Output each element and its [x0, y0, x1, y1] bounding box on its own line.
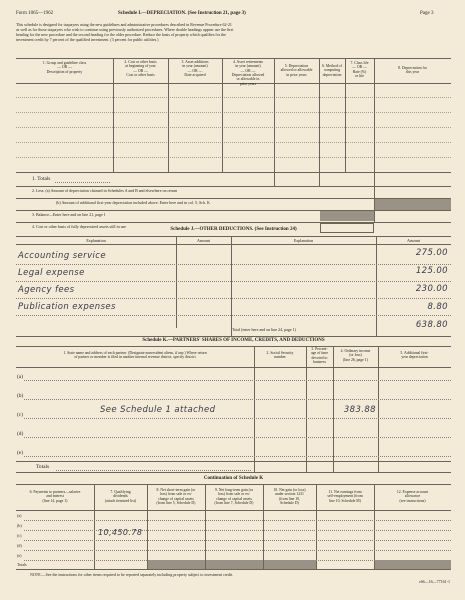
- col-header: 5. Additional first-: [400, 351, 429, 355]
- expense-explanation: Accounting service: [18, 251, 106, 261]
- page-number: Page 3: [420, 11, 434, 16]
- row-label: (c): [17, 412, 23, 418]
- row-label: (a): [17, 513, 22, 518]
- col-header: 8. Depreciation for: [398, 66, 427, 70]
- continuation-title: Continuation of Schedule K: [203, 476, 264, 481]
- col-header: 7. Qualifying: [110, 490, 131, 494]
- shaded-cell: [320, 211, 374, 221]
- col-header: Explanation: [293, 238, 314, 243]
- shaded-cell: [375, 199, 451, 210]
- totals-label: Totals: [36, 464, 50, 470]
- col-header: 8. Net short-term gain (or: [156, 488, 196, 492]
- line-4: 4. Cost or other basis of fully depreciated assets still in use: [32, 224, 126, 229]
- schedule-j-title: Schedule J.—OTHER DEDUCTIONS. (See Instruction 24): [170, 227, 297, 232]
- partner-note: See Schedule 1 attached: [100, 405, 216, 415]
- col-header: 11. Net earnings from: [328, 490, 362, 494]
- row-label: (e): [17, 450, 23, 456]
- footer-note: NOTE.—See the instructions for other items required to be reported separately including property subject to investment credit.: [30, 572, 234, 577]
- expense-explanation: Agency fees: [18, 285, 75, 295]
- row-label: (d): [17, 543, 22, 548]
- col-header: 2. Cost or other basis: [124, 60, 157, 64]
- line-3: 3. Balance—Enter here and on line 21, page 1: [32, 212, 106, 217]
- schedule-j-total-label: Total (enter here and on line 24, page 1): [232, 327, 297, 332]
- col-header: 6. Payments to partners—salaries: [29, 490, 81, 494]
- form-code: c66—16—77161-1: [418, 579, 450, 584]
- intro-line: heading for the new procedure and the second heading for the older procedure. Reduce the basis of property which qualifies for the: [16, 33, 226, 37]
- col-header: Explanation: [86, 238, 106, 243]
- col-header: 5. Depreciation: [284, 64, 309, 68]
- expense-amount: 125.00: [415, 266, 448, 276]
- shaded-cell: [375, 560, 451, 569]
- line-2b: (b) Amount of additional first-year depreciation included above. Enter here and in col. 5, Sch. K: [56, 201, 210, 205]
- schedule-k-title: Schedule K.—PARTNERS' SHARES OF INCOME, CREDITS, AND DEDUCTIONS: [142, 338, 325, 343]
- totals-label: Totals: [17, 562, 27, 567]
- row-label: (a): [17, 374, 23, 380]
- col-header: Amount: [406, 238, 421, 243]
- intro-line: investment credit by 7 percent of the qualified investment. (3 percent for public utilities.): [16, 38, 159, 42]
- row-label: (c): [17, 533, 22, 538]
- shaded-cell: [206, 560, 263, 569]
- line-2a: 2. Less: (a) Amount of depreciation claimed in Schedules A and B and elsewhere on return: [32, 189, 178, 193]
- expense-amount: 230.00: [415, 284, 448, 294]
- ordinary-income: 383.88: [343, 405, 376, 415]
- form-number: Form 1065—1962: [16, 11, 54, 16]
- intro-line: as well as for those taxpayers who wish to continue using previously authorized procedures. Where double headings appear use the first: [16, 28, 234, 32]
- col-header: 1. State name and address of each partner. (Designate nonresident aliens, if any.) Where return: [63, 351, 207, 355]
- shaded-cell: [264, 560, 316, 569]
- col-header: 7. Class life: [350, 61, 369, 65]
- col-header: 6. Method of: [322, 64, 342, 68]
- col-header: 2. Social Security: [266, 351, 294, 355]
- col-header: Amount: [196, 238, 211, 243]
- totals-label: 1. Totals: [32, 176, 51, 182]
- tax-form-page: Form 1065—1962 Schedule I.—DEPRECIATION. (See Instruction 21, page 3) Page 3 This schedule is designed for taxpayers using the new guidelines and administrative procedures described in Revenue Procedure 62-21 as well as for those taxpayers who wish to continue using previously authorized procedures. Where double headings appear use the first heading for the new procedure and the second heading for the older procedure. Reduce the basis of property which qualifies for the investment credit by 7 percent of the qualified investment. (3 percent for public utilities.) 1. Group and guideline class — OR — Description of property 2. Cost or other basis at beginning of year — OR — Cost or other basis 3. Asset additions in year (amount) — OR — Date acquired 4. Asset retirements in year (amount) — OR — Depreciation allowed or allowable in prior years 5. Depreciation allowed or allowable in prior years 6. Method of computing depreciation 7. Class life — OR — Rate (%) or life 8. Depreciation for this year 1. Totals 2. Less: (a) Amount of depreciation claimed in Schedules A and B and elsewhere on return (b) Amount of additional first-year depreciation included above. Enter here and in col. 5, Sch. K 3. Balance—Enter here and on line 21, page 1 4. Cost or other basis of fully depreciated assets still in use Schedule J.—OTHER DEDUCTIONS. (See Instruction 24) Explanation Amount Explanation Amount Accounting service 275.00 Legal expense 125.00 Agency fees 230.00 Publication expenses 8.80 Total (enter here and on line 24, page 1) 638.80 Schedule K.—PARTNERS' SHARES OF INCOME, CREDITS, AND DEDUCTIONS 1. State name and address of each partner. (Designate nonresident aliens, if any.) Where return of partner or member is filed in another internal revenue district, specify district 2. Social Security number 3. Percent- age of time devoted to business 4. Ordinary income (or loss) (line 26, page 1) 5. Additional first- year depreciation (a) (b) (c) (d) (e) See Schedule 1 attached 383.88 Totals Continuation of Schedule K 6. Payments to partners—salaries and interest (line 14, page 1) 7. Qualifying dividends (attach itemized list) 8. Net short-term gain (or loss) from sale or ex- change of capital assets (from line 5, Schedule D) 9. Net long-term gain (or loss) from sale or ex- change of capital assets (from line 7, Schedule D) 10. Net gain (or loss) under section 1231 (from line 10, Schedule D) 11. Net earnings from self-employment (from line 10, Schedule M) 12. Expense account allowance (see instructions) (a) (b) (c) (d) (e) Totals 10,450.78 NOTE.—See the instructions for other items required to be reported separately including property subject to investment credit. c66—16—77161-1: [16, 11, 450, 584]
- col-header: 4. Asset retirements: [232, 60, 264, 64]
- col-header: 12. Expense account: [396, 490, 429, 494]
- col-header: 3. Percent-: [311, 347, 328, 351]
- expense-explanation: Publication expenses: [18, 302, 116, 312]
- shaded-cell: [148, 560, 205, 569]
- schedule-i-title: Schedule I.—DEPRECIATION. (See Instruction 21, page 3): [118, 11, 246, 16]
- col-header: 3. Asset additions: [181, 60, 209, 64]
- col-header: 4. Ordinary income: [340, 349, 371, 353]
- qualifying-dividends: 10,450.78: [98, 528, 143, 537]
- row-label: (d): [17, 431, 24, 437]
- col-header: 9. Net long-term gain (or: [214, 488, 254, 492]
- expense-amount: 8.80: [427, 302, 448, 312]
- col-header: 10. Net gain (or loss): [273, 488, 306, 492]
- schedule-j-total: 638.80: [415, 320, 448, 330]
- col-header: 1. Group and guideline class: [42, 61, 87, 65]
- intro-line: This schedule is designed for taxpayers using the new guidelines and administrative procedures described in Revenue Procedure 62-21: [16, 23, 232, 27]
- expense-amount: 275.00: [415, 248, 448, 258]
- row-label: (b): [17, 523, 22, 528]
- row-label: (b): [17, 393, 24, 399]
- row-label: (e): [17, 553, 22, 558]
- expense-explanation: Legal expense: [18, 268, 85, 278]
